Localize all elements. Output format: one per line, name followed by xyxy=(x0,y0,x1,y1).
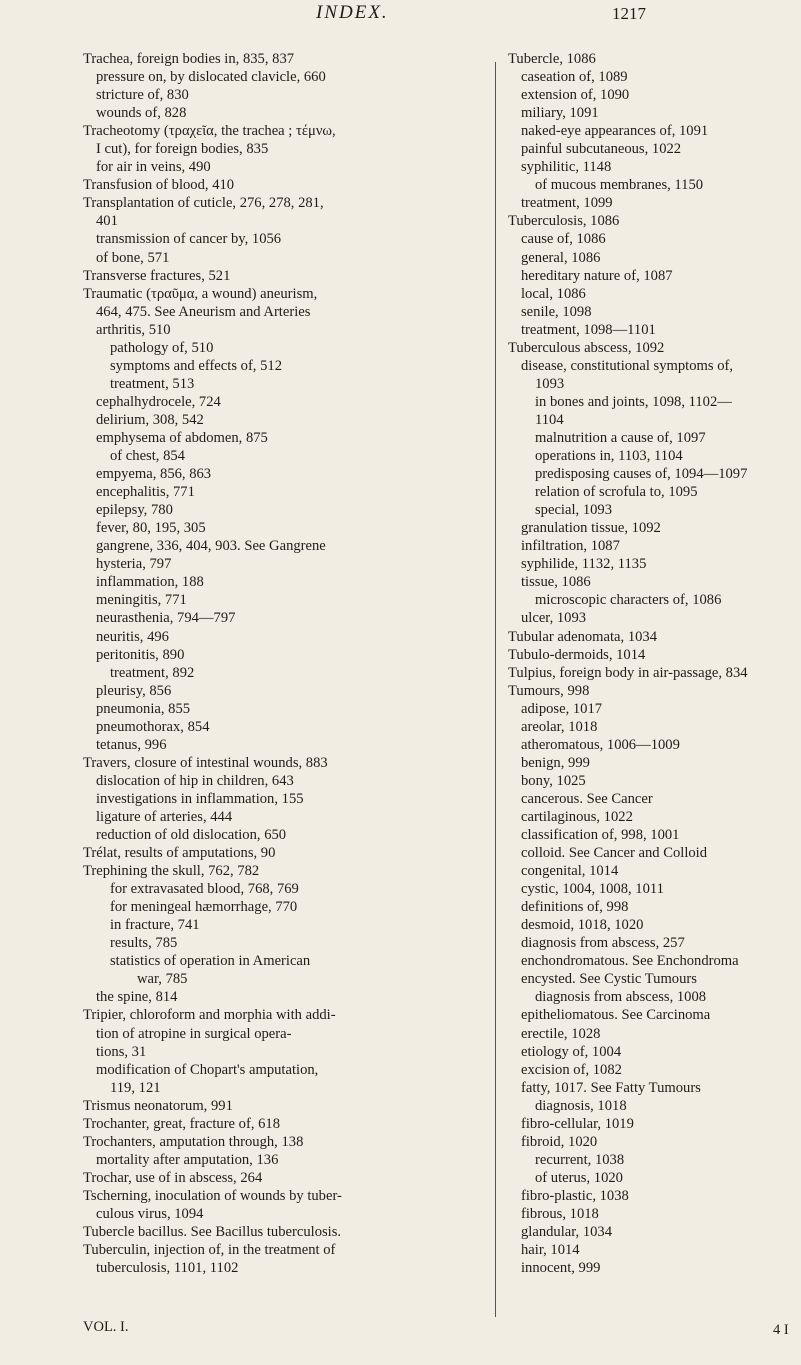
index-heading-entry: Tubercle bacillus. See Bacillus tuberculosis. xyxy=(83,1224,342,1241)
index-subentry: cause of, 1086 xyxy=(521,231,606,248)
index-heading-entry: Trephining the skull, 762, 782 xyxy=(83,863,260,880)
index-subentry: 1093 xyxy=(535,375,565,392)
index-subentry: cephalhydrocele, 724 xyxy=(96,393,221,410)
index-subentry: neuritis, 496 xyxy=(96,628,169,645)
index-subentry: culous virus, 1094 xyxy=(96,1206,204,1222)
index-subentry: definitions of, 998 xyxy=(521,899,629,916)
index-subentry: of uterus, 1020 xyxy=(535,1169,623,1186)
index-heading-entry: Tumours, 998 xyxy=(508,682,590,699)
index-heading-entry: Transfusion of blood, 410 xyxy=(83,177,235,194)
index-subentry: atheromatous, 1006—1009 xyxy=(521,736,680,753)
index-subentry: emphysema of abdomen, 875 xyxy=(96,429,268,446)
index-subentry: tetanus, 996 xyxy=(96,736,167,753)
index-subentry: cartilaginous, 1022 xyxy=(521,808,633,825)
index-subentry: caseation of, 1089 xyxy=(521,69,628,86)
index-subentry: ulcer, 1093 xyxy=(521,610,587,627)
index-subentry: 1104 xyxy=(535,411,564,428)
index-subentry: malnutrition a cause of, 1097 xyxy=(535,429,706,446)
index-subentry: fibro-cellular, 1019 xyxy=(521,1115,634,1132)
index-subentry: fatty, 1017. See Fatty Tumours xyxy=(521,1079,701,1096)
signature-mark: 4 I xyxy=(773,1322,789,1338)
index-subentry: tion of atropine in surgical opera- xyxy=(96,1025,292,1042)
index-subentry: of bone, 571 xyxy=(96,249,170,266)
index-subentry: hair, 1014 xyxy=(521,1242,580,1259)
index-subentry: inflammation, 188 xyxy=(96,574,204,591)
index-heading-entry: Trochar, use of in abscess, 264 xyxy=(83,1169,263,1186)
index-subentry: syphilide, 1132, 1135 xyxy=(521,556,647,573)
index-subentry: pneumothorax, 854 xyxy=(96,718,210,735)
index-subentry: disease, constitutional symptoms of, xyxy=(521,357,733,374)
index-heading-entry: Tulpius, foreign body in air-passage, 834 xyxy=(508,664,748,681)
index-subentry: miliary, 1091 xyxy=(521,105,599,122)
index-subentry: glandular, 1034 xyxy=(521,1224,613,1241)
index-subentry: fibro-plastic, 1038 xyxy=(521,1187,629,1204)
index-subentry: investigations in inflammation, 155 xyxy=(96,790,304,807)
index-subentry: congenital, 1014 xyxy=(521,863,619,880)
index-subentry: pleurisy, 856 xyxy=(96,682,172,699)
index-subentry: operations in, 1103, 1104 xyxy=(535,448,683,465)
index-subentry: erectile, 1028 xyxy=(521,1025,601,1042)
index-subentry: for air in veins, 490 xyxy=(96,159,211,176)
index-subentry: cystic, 1004, 1008, 1011 xyxy=(521,881,664,898)
index-subentry: transmission of cancer by, 1056 xyxy=(96,231,282,248)
index-subentry: pneumonia, 855 xyxy=(96,700,191,717)
index-subentry: enchondromatous. See Enchondroma xyxy=(521,953,739,970)
index-heading-entry: Trélat, results of amputations, 90 xyxy=(83,845,276,862)
index-subentry: extension of, 1090 xyxy=(521,87,630,104)
index-subentry: war, 785 xyxy=(137,971,188,988)
index-subentry: delirium, 308, 542 xyxy=(96,411,204,428)
index-subentry: infiltration, 1087 xyxy=(521,538,620,555)
index-column-left xyxy=(83,50,483,1277)
index-subentry: 401 xyxy=(96,213,118,230)
index-subentry: of mucous membranes, 1150 xyxy=(535,177,704,194)
index-subentry: bony, 1025 xyxy=(521,772,586,789)
index-heading-entry: Tubulo-dermoids, 1014 xyxy=(508,646,646,663)
index-subentry: treatment, 1099 xyxy=(521,195,613,212)
index-subentry: wounds of, 828 xyxy=(96,105,187,122)
index-subentry: diagnosis, 1018 xyxy=(535,1097,627,1114)
running-title: INDEX. xyxy=(316,2,389,23)
index-heading-entry: Trochanters, amputation through, 138 xyxy=(83,1133,304,1150)
volume-label: VOL. I. xyxy=(83,1319,129,1335)
page-header xyxy=(0,0,801,50)
index-heading-entry: Tuberculous abscess, 1092 xyxy=(508,339,665,356)
index-subentry: in bones and joints, 1098, 1102— xyxy=(535,393,732,410)
index-heading-entry: Tripier, chloroform and morphia with addi- xyxy=(83,1007,336,1024)
index-heading-entry: Trachea, foreign bodies in, 835, 837 xyxy=(83,51,295,67)
index-subentry: tissue, 1086 xyxy=(521,574,591,591)
index-subentry: peritonitis, 890 xyxy=(96,646,185,663)
index-heading-entry: Traumatic (τραῦμα, a wound) aneurism, xyxy=(83,285,318,302)
index-subentry: granulation tissue, 1092 xyxy=(521,520,661,537)
index-subentry: epilepsy, 780 xyxy=(96,502,173,519)
index-subentry: modification of Chopart's amputation, xyxy=(96,1061,319,1078)
index-subentry: senile, 1098 xyxy=(521,303,592,320)
index-subentry: encysted. See Cystic Tumours xyxy=(521,971,697,988)
index-subentry: classification of, 998, 1001 xyxy=(521,827,680,844)
index-subentry: 464, 475. See Aneurism and Arteries xyxy=(96,303,311,320)
index-subentry: etiology of, 1004 xyxy=(521,1043,622,1060)
index-subentry: fever, 80, 195, 305 xyxy=(96,520,206,537)
index-subentry: meningitis, 771 xyxy=(96,592,187,609)
index-subentry: reduction of old dislocation, 650 xyxy=(96,827,287,844)
column-divider xyxy=(495,62,496,1317)
index-subentry: stricture of, 830 xyxy=(96,87,189,104)
index-heading-entry: Tubular adenomata, 1034 xyxy=(508,628,658,645)
index-heading-entry: Tracheotomy (τραχεῖα, the trachea ; τέμνω, xyxy=(83,123,336,140)
index-subentry: neurasthenia, 794—797 xyxy=(96,610,236,627)
index-subentry: special, 1093 xyxy=(535,502,613,519)
index-subentry: colloid. See Cancer and Colloid xyxy=(521,845,708,862)
index-subentry: symptoms and effects of, 512 xyxy=(110,357,282,374)
index-subentry: of chest, 854 xyxy=(110,448,185,465)
index-subentry: innocent, 999 xyxy=(521,1260,601,1277)
index-subentry: areolar, 1018 xyxy=(521,718,598,735)
index-heading-entry: Transverse fractures, 521 xyxy=(83,267,231,284)
index-subentry: diagnosis from abscess, 257 xyxy=(521,935,685,952)
index-subentry: microscopic characters of, 1086 xyxy=(535,592,722,609)
index-subentry: for meningeal hæmorrhage, 770 xyxy=(110,899,298,916)
index-subentry: painful subcutaneous, 1022 xyxy=(521,141,682,158)
index-subentry: tions, 31 xyxy=(96,1043,147,1060)
index-subentry: excision of, 1082 xyxy=(521,1061,622,1078)
index-heading-entry: Trochanter, great, fracture of, 618 xyxy=(83,1115,281,1132)
index-subentry: treatment, 513 xyxy=(110,375,195,392)
index-subentry: treatment, 892 xyxy=(110,664,195,681)
index-subentry: general, 1086 xyxy=(521,249,601,266)
index-subentry: adipose, 1017 xyxy=(521,700,603,717)
index-subentry: relation of scrofula to, 1095 xyxy=(535,484,698,501)
index-subentry: cancerous. See Cancer xyxy=(521,790,653,807)
index-subentry: ligature of arteries, 444 xyxy=(96,808,233,825)
index-subentry: benign, 999 xyxy=(521,754,590,771)
index-heading-entry: Tuberculin, injection of, in the treatment of xyxy=(83,1242,336,1259)
index-subentry: syphilitic, 1148 xyxy=(521,159,612,176)
index-subentry: naked-eye appearances of, 1091 xyxy=(521,123,709,140)
index-subentry: hysteria, 797 xyxy=(96,556,172,573)
page-number: 1217 xyxy=(612,4,646,23)
index-subentry: 119, 121 xyxy=(110,1079,161,1096)
index-subentry: hereditary nature of, 1087 xyxy=(521,267,673,284)
index-subentry: encephalitis, 771 xyxy=(96,484,195,501)
index-subentry: mortality after amputation, 136 xyxy=(96,1151,279,1168)
index-subentry: recurrent, 1038 xyxy=(535,1151,625,1168)
index-heading-entry: Tubercle, 1086 xyxy=(508,51,596,67)
index-subentry: dislocation of hip in children, 643 xyxy=(96,772,294,789)
index-subentry: results, 785 xyxy=(110,935,178,952)
index-subentry: for extravasated blood, 768, 769 xyxy=(110,881,299,898)
index-subentry: arthritis, 510 xyxy=(96,321,171,338)
index-subentry: gangrene, 336, 404, 903. See Gangrene xyxy=(96,538,326,555)
index-subentry: epitheliomatous. See Carcinoma xyxy=(521,1007,711,1024)
index-subentry: the spine, 814 xyxy=(96,989,178,1006)
index-subentry: fibroid, 1020 xyxy=(521,1133,598,1150)
index-subentry: I cut), for foreign bodies, 835 xyxy=(96,141,269,158)
index-subentry: pressure on, by dislocated clavicle, 660 xyxy=(96,69,326,86)
index-column-right xyxy=(508,50,793,1277)
index-subentry: statistics of operation in American xyxy=(110,953,311,970)
index-subentry: desmoid, 1018, 1020 xyxy=(521,917,644,934)
index-subentry: diagnosis from abscess, 1008 xyxy=(535,989,707,1006)
index-heading-entry: Trismus neonatorum, 991 xyxy=(83,1097,233,1114)
index-subentry: predisposing causes of, 1094—1097 xyxy=(535,466,748,483)
index-subentry: empyema, 856, 863 xyxy=(96,466,212,483)
index-subentry: treatment, 1098—1101 xyxy=(521,321,656,338)
index-heading-entry: Tscherning, inoculation of wounds by tuber- xyxy=(83,1187,342,1204)
index-subentry: in fracture, 741 xyxy=(110,917,200,934)
index-subentry: tuberculosis, 1101, 1102 xyxy=(96,1260,239,1277)
index-subentry: fibrous, 1018 xyxy=(521,1206,599,1222)
index-heading-entry: Transplantation of cuticle, 276, 278, 281, xyxy=(83,195,324,212)
index-subentry: pathology of, 510 xyxy=(110,339,214,356)
index-subentry: local, 1086 xyxy=(521,285,586,302)
index-heading-entry: Travers, closure of intestinal wounds, 883 xyxy=(83,754,328,771)
index-heading-entry: Tuberculosis, 1086 xyxy=(508,213,620,230)
